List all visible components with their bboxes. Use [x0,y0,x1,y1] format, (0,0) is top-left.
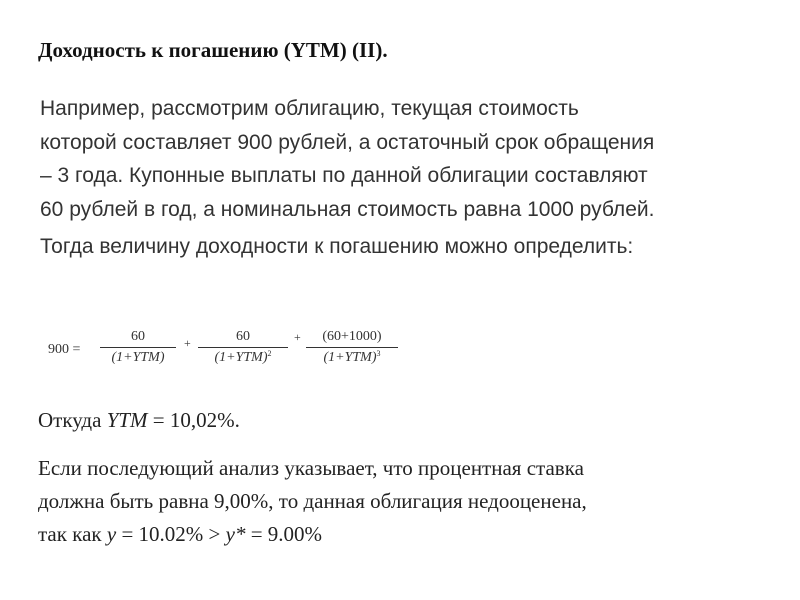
formula-term-1 [100,328,176,367]
then-line: Тогда величину доходности к погашению можно определить: [40,235,634,258]
term-1-fraction-bar [100,347,176,348]
conclusion-line-3-mid: = 10.02% > [116,522,226,546]
intro-line-1: Например, рассмотрим облигацию, текущая стоимость [40,97,579,120]
intro-line-2: которой составляет 900 рублей, а остаточный срок обращения [40,130,655,154]
term-3-denominator: (1+YTM) [323,350,377,365]
term-2-exponent: 2 [267,349,272,358]
conclusion-line-3-prefix: так как [38,522,107,546]
formula-term-3 [306,328,398,367]
term-2-fraction-bar [198,347,288,348]
intro-line-4: 60 рублей в год, а номинальная стоимость равна 1000 рублей. [40,197,655,221]
result-value: = 10,02%. [147,408,240,432]
term-3-exponent: 3 [376,349,381,358]
conclusion-line-1: Если последующий анализ указывает, что процентная ставка [38,456,584,480]
intro-paragraph [40,92,780,226]
result-prefix: Откуда [38,408,107,432]
term-2-denominator: (1+YTM) [214,350,268,365]
term-3-numerator: (60+1000) [322,329,382,344]
plus-sign-2: + [294,330,301,344]
then-paragraph [40,230,633,263]
term-3-fraction-bar [306,347,398,348]
slide-title: Доходность к погашению (YTM) (II). [38,38,388,62]
conclusion-paragraph [38,452,587,551]
conclusion-line-3-suffix: = 9.00% [245,522,323,546]
result-variable: YTM [106,408,148,432]
result-line [38,405,240,435]
formula-lhs: 900 = [48,342,81,357]
term-2-numerator: 60 [236,329,250,344]
term-1-denominator: (1+YTM) [111,350,165,365]
term-1-numerator: 60 [131,329,145,344]
plus-sign-1: + [184,336,191,350]
ytm-formula [48,328,408,378]
intro-line-3: – 3 года. Купонные выплаты по данной облигации составляют [40,164,648,187]
conclusion-line-3 [38,518,587,551]
y-variable: y [106,522,117,546]
formula-term-2 [198,328,288,367]
y-star-variable: y* [225,522,246,546]
conclusion-line-2: должна быть равна 9,00%, то данная облигация недооценена, [38,489,587,513]
